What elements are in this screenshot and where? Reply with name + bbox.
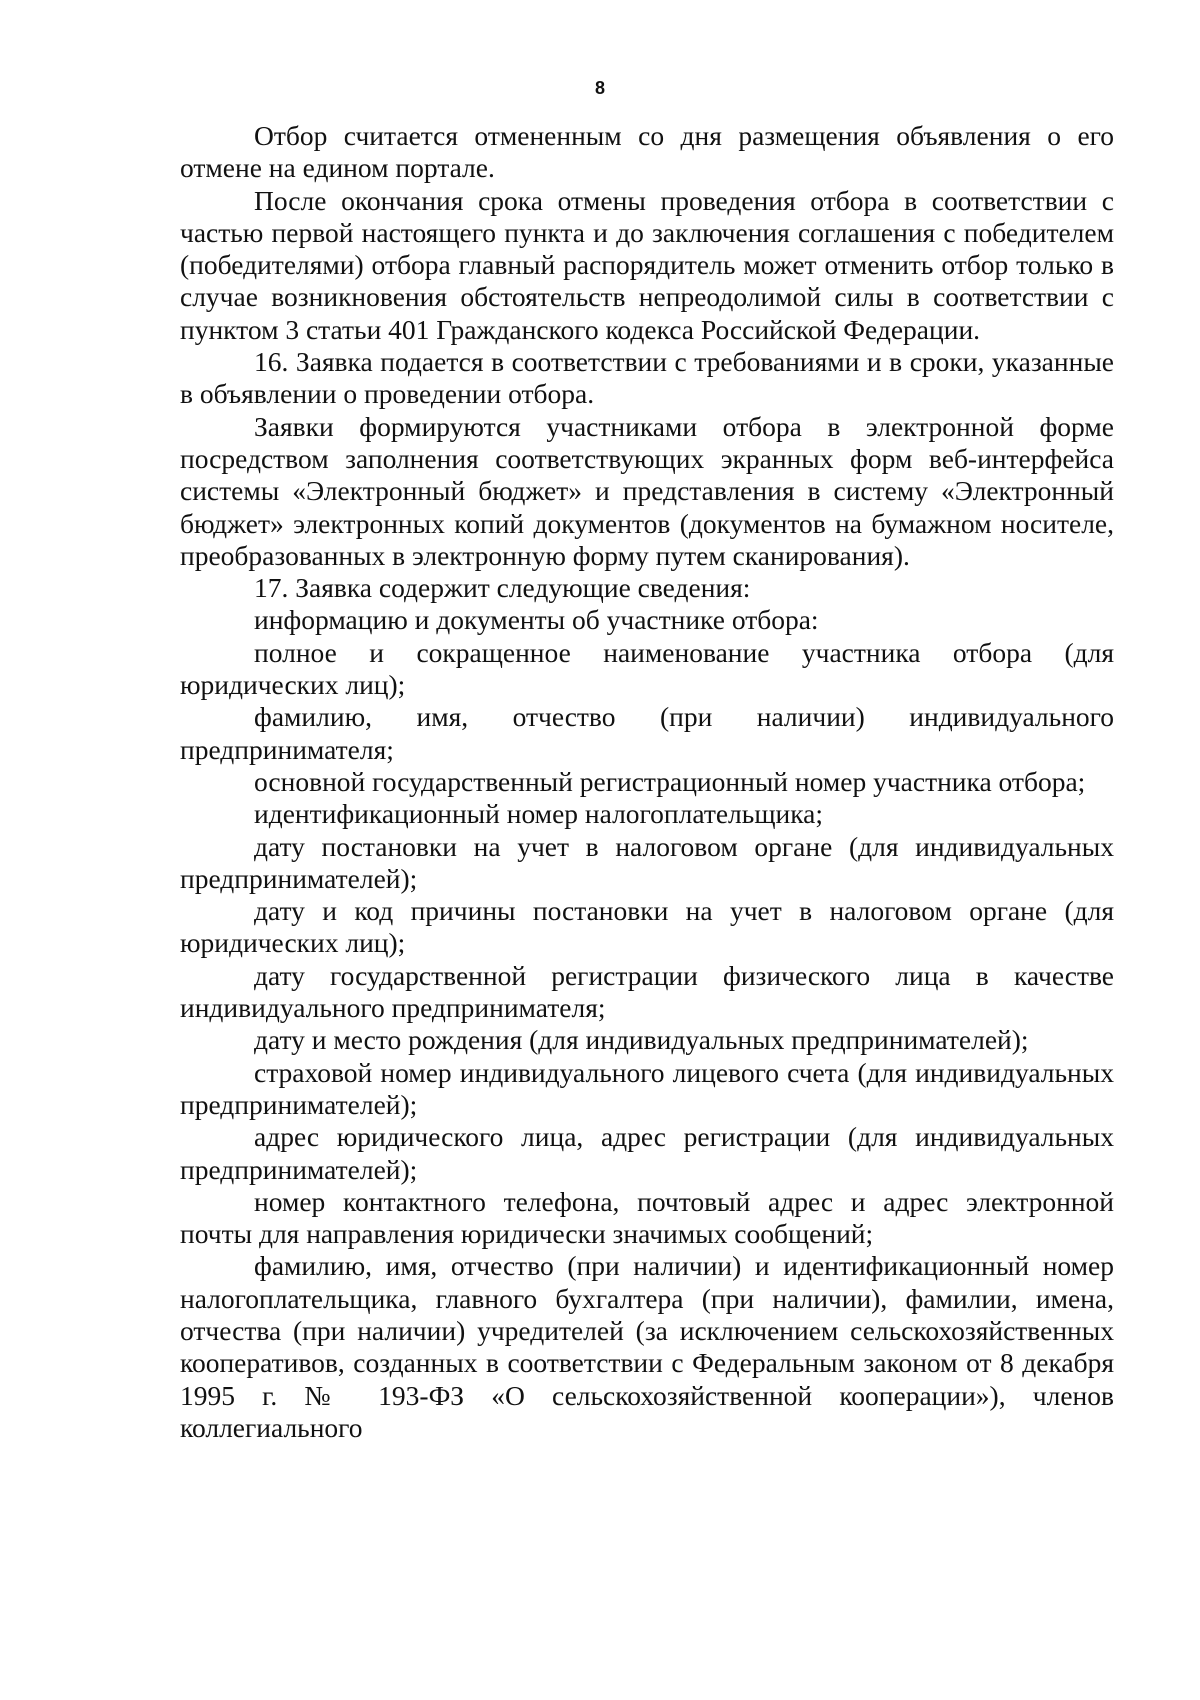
- paragraph-application-forming: Заявки формируются участниками отбора в электронной форме посредством заполнения соответствующих экранных форм веб-интерфейса системы «Электронный бюджет» и представления в систему «Электронный бюджет» электронных копий документов (документов на бумажном носителе, преобразованных в электронную форму путем сканирования).: [180, 410, 1114, 571]
- paragraph-item-17: 17. Заявка содержит следующие сведения:: [254, 572, 751, 604]
- list-item-founders-accountant: фамилию, имя, отчество (при наличии) и идентификационный номер налогоплательщика, главного бухгалтера (при наличии), фамилии, имена, отчества (при наличии) учредителей (за исключением сельскохозяйственных кооперативов, созданных в соответствии с Федеральным законом от 8 декабря 1995 г. № 193-ФЗ «О сельскохозяйственной кооперации»), членов коллегиального: [180, 1250, 1114, 1443]
- list-item-participant-info: информацию и документы об участнике отбора:: [254, 604, 819, 636]
- paragraph-cancellation-effective: Отбор считается отмененным со дня размещения объявления о его отмене на едином портале.: [180, 120, 1114, 184]
- paragraph-item-16: 16. Заявка подается в соответствии с требованиями и в сроки, указанные в объявлении о проведении отбора.: [180, 346, 1114, 410]
- list-item-tax-registration-code: дату и код причины постановки на учет в налоговом органе (для юридических лиц);: [180, 895, 1114, 959]
- list-item-tax-registration-date: дату постановки на учет в налоговом органе (для индивидуальных предпринимателей);: [180, 830, 1114, 894]
- list-item-snils: страховой номер индивидуального лицевого счета (для индивидуальных предпринимателей);: [180, 1056, 1114, 1120]
- document-body: [180, 120, 1114, 1444]
- list-item-address: адрес юридического лица, адрес регистрации (для индивидуальных предпринимателей);: [180, 1121, 1114, 1185]
- list-item-birth-date-place: дату и место рождения (для индивидуальных предпринимателей);: [254, 1024, 1029, 1056]
- list-item-inn: идентификационный номер налогоплательщика;: [254, 798, 824, 830]
- page-number: 8: [594, 78, 605, 98]
- list-item-state-registration-date: дату государственной регистрации физического лица в качестве индивидуального предпринимателя;: [180, 959, 1114, 1024]
- list-item-full-short-name: полное и сокращенное наименование участника отбора (для юридических лиц);: [180, 636, 1114, 701]
- paragraph-cancellation-force-majeure: После окончания срока отмены проведения отбора в соответствии с частью первой настоящего пункта и до заключения соглашения с победителем (победителями) отбора главный распорядитель может отменить отбор только в случае возникновения обстоятельств непреодолимой силы в соответствии с пунктом 3 статьи 401 Гражданского кодекса Российской Федерации.: [180, 184, 1114, 345]
- list-item-entrepreneur-name: фамилию, имя, отчество (при наличии) индивидуального предпринимателя;: [180, 701, 1114, 765]
- list-item-ogrn: основной государственный регистрационный номер участника отбора;: [254, 765, 1086, 797]
- list-item-contacts: номер контактного телефона, почтовый адрес и адрес электронной почты для направления юридически значимых сообщений;: [180, 1185, 1114, 1250]
